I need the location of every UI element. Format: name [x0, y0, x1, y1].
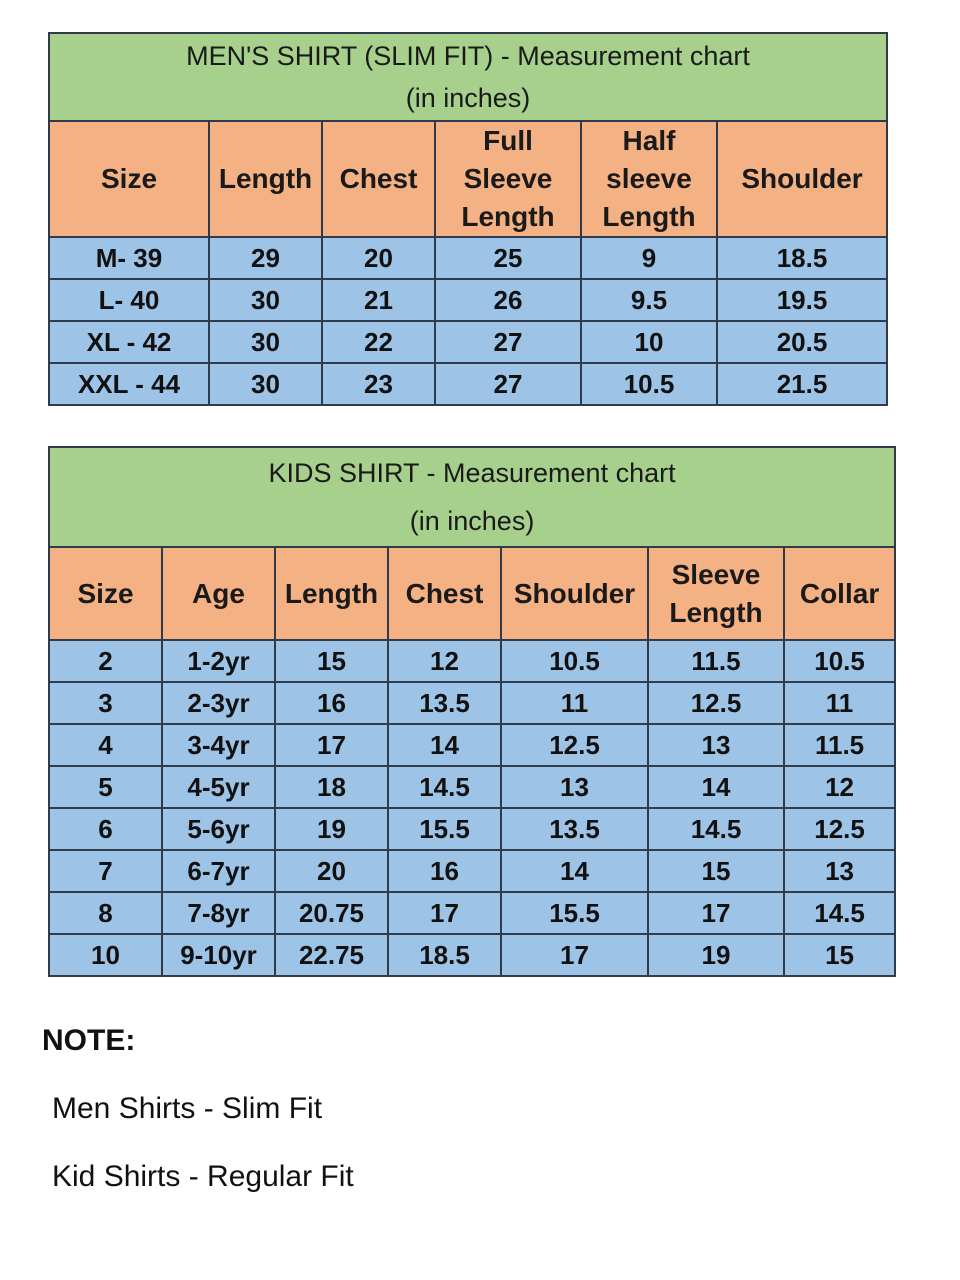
table-cell: 30	[209, 279, 322, 321]
table-cell: 21	[322, 279, 435, 321]
table-cell: 19	[275, 808, 388, 850]
table-cell: 14	[388, 724, 501, 766]
table-row	[49, 682, 895, 724]
kids-header-cell	[388, 547, 501, 640]
mens-title-line2: (in inches)	[405, 83, 531, 113]
table-cell: 17	[275, 724, 388, 766]
kids-table-title	[49, 447, 895, 547]
table-cell: 13.5	[501, 808, 648, 850]
table-cell: 15.5	[501, 892, 648, 934]
header-label: Size	[100, 163, 158, 194]
table-cell: 22.75	[275, 934, 388, 976]
table-cell: 10	[49, 934, 162, 976]
men-header-cell	[49, 121, 209, 237]
table-cell: 11.5	[648, 640, 784, 682]
kids-header-cell	[275, 547, 388, 640]
table-cell: 30	[209, 363, 322, 405]
table-row	[49, 321, 887, 363]
table-row	[49, 850, 895, 892]
table-cell: L- 40	[49, 279, 209, 321]
table-cell: 11	[501, 682, 648, 724]
table-row	[49, 279, 887, 321]
header-label: Length	[461, 201, 555, 232]
table-cell: 18	[275, 766, 388, 808]
table-cell: 16	[275, 682, 388, 724]
table-row	[49, 237, 887, 279]
header-label: Shoulder	[741, 163, 863, 194]
table-cell: 5-6yr	[162, 808, 275, 850]
table-cell: 3-4yr	[162, 724, 275, 766]
table-cell: 12.5	[501, 724, 648, 766]
table-row	[49, 640, 895, 682]
mens-table-title	[49, 33, 887, 121]
table-cell: 16	[388, 850, 501, 892]
table-cell: 14.5	[648, 808, 784, 850]
kids-header-cell	[648, 547, 784, 640]
header-label: Chest	[339, 163, 418, 194]
table-cell: 14.5	[388, 766, 501, 808]
table-cell: 20	[322, 237, 435, 279]
table-cell: 2-3yr	[162, 682, 275, 724]
table-cell: 9.5	[581, 279, 717, 321]
men-header-cell	[717, 121, 887, 237]
table-cell: 12	[784, 766, 895, 808]
table-cell: 10.5	[784, 640, 895, 682]
table-cell: M- 39	[49, 237, 209, 279]
header-label: Length	[669, 596, 763, 628]
table-cell: 17	[388, 892, 501, 934]
table-cell: 10.5	[581, 363, 717, 405]
header-label: Age	[192, 577, 245, 609]
men-header-cell	[435, 121, 581, 237]
header-label: Length	[284, 577, 379, 609]
table-cell: 13	[784, 850, 895, 892]
table-cell: 9-10yr	[162, 934, 275, 976]
table-row	[49, 892, 895, 934]
kids-title-line2: (in inches)	[409, 506, 535, 536]
table-cell: 14.5	[784, 892, 895, 934]
table-cell: 14	[501, 850, 648, 892]
kids-header-row	[49, 547, 895, 640]
table-row	[49, 934, 895, 976]
header-label: sleeve	[606, 163, 692, 194]
table-row	[49, 724, 895, 766]
table-cell: 7-8yr	[162, 892, 275, 934]
table-row	[49, 808, 895, 850]
kids-header-cell	[162, 547, 275, 640]
table-cell: 20.75	[275, 892, 388, 934]
table-cell: 13.5	[388, 682, 501, 724]
mens-shirt-measurement-table	[48, 32, 888, 406]
header-label: Chest	[405, 577, 484, 609]
header-label: Half	[622, 125, 676, 156]
table-cell: 14	[648, 766, 784, 808]
kids-table-body	[49, 640, 895, 976]
table-cell: 15.5	[388, 808, 501, 850]
header-label: Size	[77, 577, 134, 609]
table-cell: 17	[501, 934, 648, 976]
table-cell: 18.5	[388, 934, 501, 976]
table-cell: 22	[322, 321, 435, 363]
kids-shirt-measurement-table	[48, 446, 896, 977]
table-cell: 13	[501, 766, 648, 808]
table-cell: 17	[648, 892, 784, 934]
table-cell: XL - 42	[49, 321, 209, 363]
table-cell: 18.5	[717, 237, 887, 279]
men-header-cell	[581, 121, 717, 237]
table-cell: 21.5	[717, 363, 887, 405]
table-cell: 15	[784, 934, 895, 976]
table-cell: 15	[648, 850, 784, 892]
header-label: Length	[602, 201, 696, 232]
table-cell: 27	[435, 321, 581, 363]
table-cell: 4-5yr	[162, 766, 275, 808]
table-cell: 5	[49, 766, 162, 808]
note-men-fit: Men Shirts - Slim Fit	[52, 1092, 323, 1125]
table-cell: 11	[784, 682, 895, 724]
table-cell: 10	[581, 321, 717, 363]
table-cell: 12.5	[784, 808, 895, 850]
table-cell: 19	[648, 934, 784, 976]
table-row	[49, 766, 895, 808]
table-cell: 19.5	[717, 279, 887, 321]
table-cell: 12.5	[648, 682, 784, 724]
table-row	[49, 363, 887, 405]
table-cell: 12	[388, 640, 501, 682]
table-cell: 29	[209, 237, 322, 279]
header-label: Shoulder	[513, 577, 636, 609]
table-cell: 26	[435, 279, 581, 321]
table-cell: XXL - 44	[49, 363, 209, 405]
table-cell: 20.5	[717, 321, 887, 363]
table-cell: 20	[275, 850, 388, 892]
mens-table-body	[49, 237, 887, 405]
mens-header-row	[49, 121, 887, 237]
table-cell: 7	[49, 850, 162, 892]
table-cell: 15	[275, 640, 388, 682]
table-cell: 2	[49, 640, 162, 682]
men-header-cell	[322, 121, 435, 237]
note-title: NOTE:	[42, 1024, 136, 1057]
header-label: Collar	[799, 577, 880, 609]
header-label: Length	[218, 163, 313, 194]
kids-header-cell	[501, 547, 648, 640]
table-cell: 10.5	[501, 640, 648, 682]
table-cell: 1-2yr	[162, 640, 275, 682]
kids-header-cell	[49, 547, 162, 640]
table-cell: 6-7yr	[162, 850, 275, 892]
table-cell: 8	[49, 892, 162, 934]
table-cell: 25	[435, 237, 581, 279]
table-cell: 6	[49, 808, 162, 850]
table-cell: 13	[648, 724, 784, 766]
header-label: Sleeve	[463, 163, 553, 194]
table-cell: 11.5	[784, 724, 895, 766]
table-cell: 3	[49, 682, 162, 724]
note-kids-fit: Kid Shirts - Regular Fit	[52, 1160, 354, 1193]
header-label: Full	[483, 125, 533, 156]
kids-header-cell	[784, 547, 895, 640]
table-cell: 27	[435, 363, 581, 405]
kids-title-line1: KIDS SHIRT - Measurement chart	[268, 458, 676, 488]
men-header-cell	[209, 121, 322, 237]
mens-title-line1: MEN'S SHIRT (SLIM FIT) - Measurement chart	[186, 41, 750, 71]
table-cell: 9	[581, 237, 717, 279]
table-cell: 30	[209, 321, 322, 363]
table-cell: 4	[49, 724, 162, 766]
table-cell: 23	[322, 363, 435, 405]
header-label: Sleeve	[671, 558, 761, 590]
